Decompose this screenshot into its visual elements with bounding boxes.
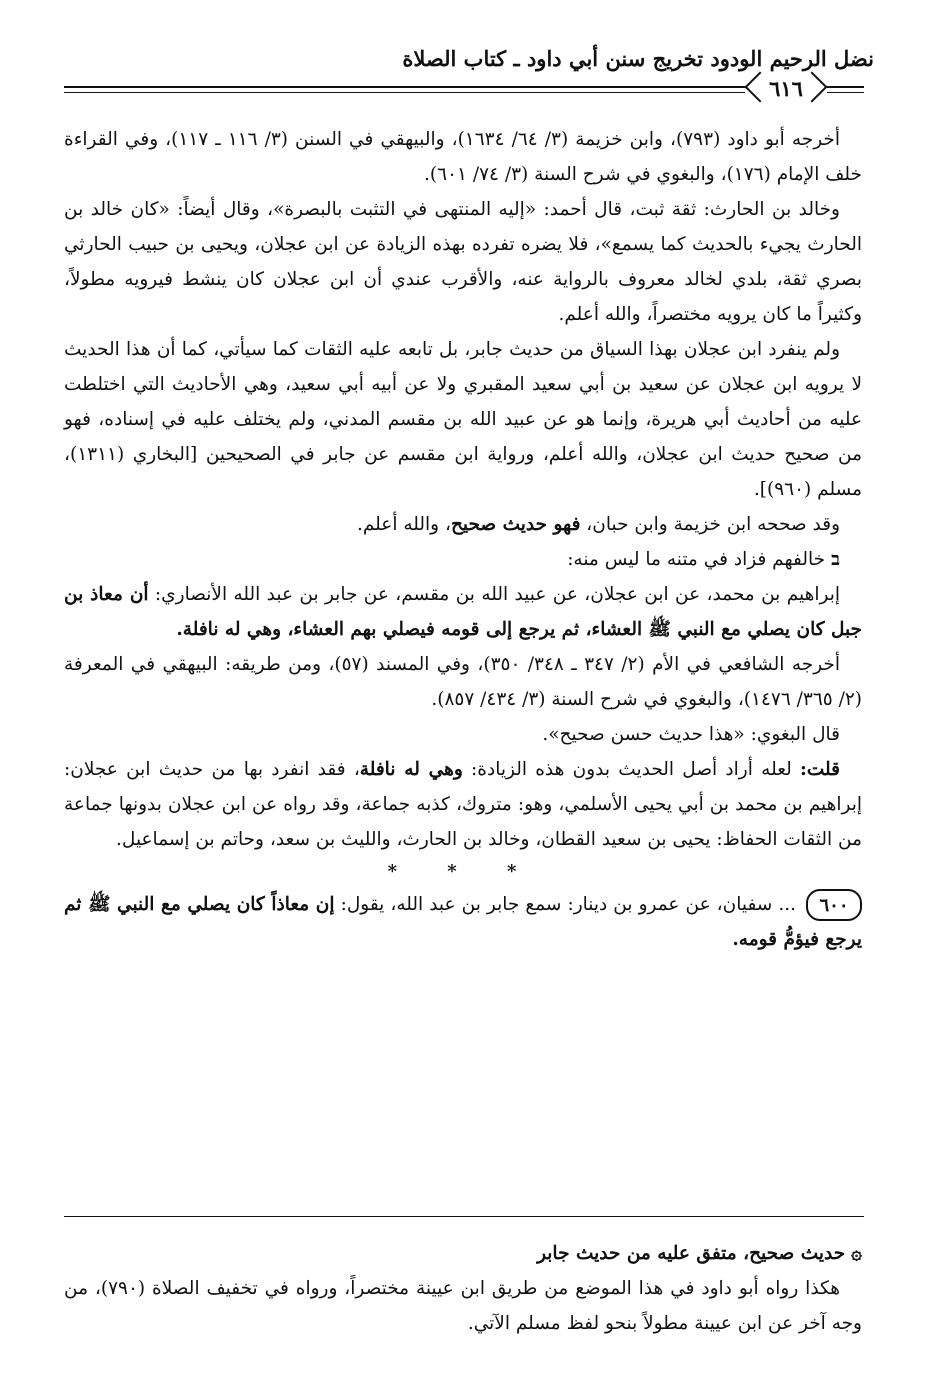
p9-end: ، فقد انفرد بها من حديث ابن عجلان: إبراهيم بن محمد بن أبي يحيى الأسلمي، وهو: متروك، كذبه جماعة، وقد رواه عن ابن عجلان بدونها جماعة من الثقات الحفاظ: يحيى بن سعيد القطان، وخالد بن الحارث، والليث بن سعد، وحاتم بن إسماعيل. [64,759,862,850]
paragraph-qultu [64,752,862,857]
hadith-number-badge [806,889,862,921]
p4-start: وقد صححه ابن خزيمة وابن حبان، [580,514,840,535]
header-rule-bottom [64,92,864,93]
qultu-label: قلت: [800,759,840,780]
paragraph-shafii: أخرجه الشافعي في الأم (٢/ ٣٤٧ ـ ٣٤٨/ ٣٥٠)، وفي المسند (٥٧)، ومن طريقه: البيهقي في المعرفة (٢/ ٣٦٥/ ١٤٧٦)، والبغوي في شرح السنة (٣/ ٤٣٤/ ٨٥٧). [64,654,862,710]
p6-bold: أن معاذ بن جبل كان يصلي مع النبي ﷺ العشاء، ثم يرجع إلى قومه فيصلي بهم العشاء، وهي له نافلة. [64,584,862,640]
commentary [64,1236,862,1341]
commentary-heading [64,1236,862,1271]
p9-bold: وهي له نافلة [359,759,463,780]
paragraph-khalid: وخالد بن الحارث: ثقة ثبت، قال أحمد: «إليه المنتهى في التثبت بالبصرة»، وقال أيضاً: «كان خالد بن الحارث يجيء بالحديث كما يسمع»، فلا يضره تفرده بهذه الزيادة عن ابن عجلان، ويحيى بن حبيب الحارثي بصري ثقة، بلدي لخالد معروف بالرواية عنه، والأقرب عندي أن ابن عجلان كان ينشط فيرويه مطولاً، وكثيراً ما كان يرويه مختصراً، والله أعلم. [64,199,862,325]
paragraph-khalafahum [64,542,862,577]
p6-start: إبراهيم بن محمد، عن ابن عجلان، عن عبيد الله بن مقسم، عن جابر بن عبد الله الأنصاري: [148,584,840,605]
paragraph-ibrahim [64,577,862,647]
ornament-icon: ۞ [851,1243,862,1264]
section-divider [64,1216,864,1217]
hadith-600 [64,887,862,957]
main-text [64,122,862,957]
commentary-heading-text: حديث صحيح، متفق عليه من حديث جابر [537,1243,846,1264]
hadith-number: ٦٠٠ [819,894,849,916]
page-number-badge [745,73,827,103]
p4-end: ، والله أعلم. [356,514,451,535]
paragraph-ibn-ajlan: ولم ينفرد ابن عجلان بهذا السياق من حديث جابر، بل تابعه عليه الثقات كما سيأتي، كما أن هذا الحديث لا يرويه ابن عجلان عن سعيد بن أبي سعيد المقبري ولا عن أبيه أبي سعيد، وهي الأحاديث التي اختلطت عليه من أحاديث أبي هريرة، وإنما هو عن عبيد الله بن مقسم المدني، ولم يختلف عليه في إسناده، فهو من صحيح حديث ابن عجلان، والله أعلم، ورواية ابن مقسم عن جابر في الصحيحين [البخاري (١٣١١)، مسلم (٩٦٠)]. [64,339,862,500]
p4-bold: فهو حديث صحيح [450,514,581,535]
hadith-start: ... سفيان، عن عمرو بن دينار: سمع جابر بن عبد الله، يقول: [334,894,796,915]
commentary-text: هكذا رواه أبو داود في هذا الموضع من طريق ابن عيينة مختصراً، ورواه في تخفيف الصلاة (٧٩٠)، من وجه آخر عن ابن عيينة مطولاً بنحو لفظ مسلم الآتي. [64,1278,862,1334]
paragraph-baghawi: قال البغوي: «هذا حديث حسن صحيح». [542,724,840,745]
bullet-symbol: ב [831,549,840,570]
section-stars: * * * [387,861,539,882]
paragraph-takhrij: أخرجه أبو داود (٧٩٣)، وابن خزيمة (٣/ ٦٤/ ١٦٣٤)، والبيهقي في السنن (٣/ ١١٦ ـ ١١٧)، وفي القراءة خلف الإمام (١٧٦)، والبغوي في شرح السنة (٣/ ٧٤/ ٦٠١). [64,129,862,185]
p9-start: لعله أراد أصل الحديث بدون هذه الزيادة: [462,759,801,780]
header-title: نضل الرحيم الودود تخريج سنن أبي داود ـ كتاب الصلاة [402,46,874,71]
p5-text: خالفهم فزاد في متنه ما ليس منه: [567,549,826,570]
hadith-bold: إن معاذاً كان يصلي مع النبي ﷺ ثم يرجع فيؤمُّ قومه. [64,894,862,950]
page-number: ٦١٦ [769,75,803,101]
paragraph-sahih [64,507,862,542]
